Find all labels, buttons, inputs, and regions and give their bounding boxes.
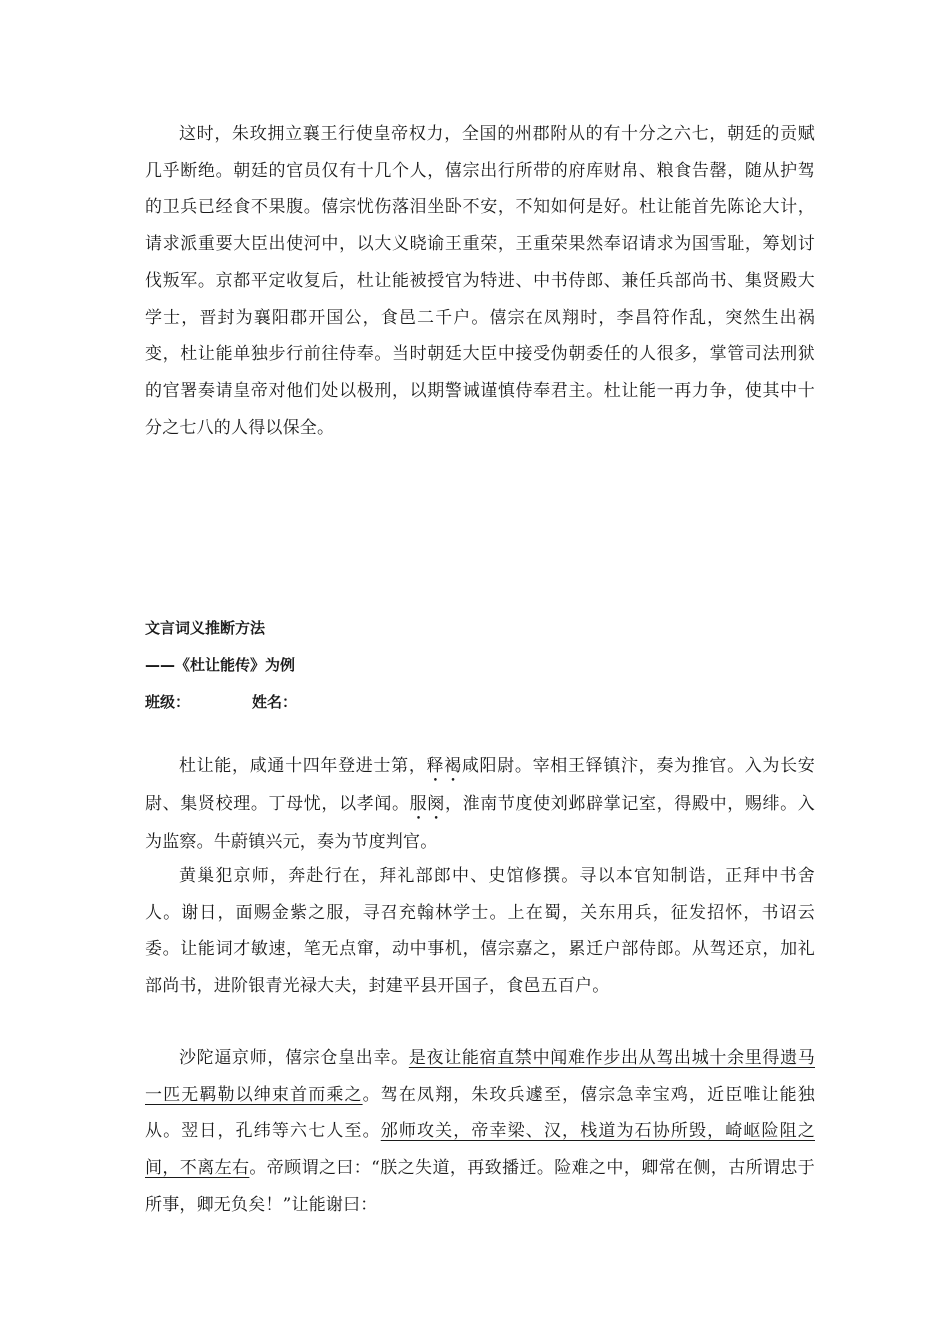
dotted-term: 服阕	[409, 794, 445, 814]
text-run: ，淮南节度使刘邺辟掌记室，得殿中，赐绯。入为监察。牛蔚镇兴元，奏为节度判官。	[145, 794, 816, 852]
underlined-sentence: 是夜让能宿直禁中闻难作步出从驾出城十余里得遗马一匹无羁勒以绅束首而乘之	[145, 1048, 815, 1105]
text-run: 。帝顾谓之曰：“朕之失道，再致播迁。险难之中，卿常在侧，古所谓忠于所事，卿无负矣！”让能谢曰：	[145, 1158, 815, 1215]
worksheet-subtitle: ——《杜让能传》为例	[145, 656, 296, 674]
passage-paragraph-2: 黄巢犯京师，奔赴行在，拜礼部郎中、史馆修撰。寻以本官知制诰，正拜中书舍人。谢日，面赐金紫之服，寻召充翰林学士。上在蜀，关东用兵，征发招怀，书诏云委。让能词才敏速，笔无点窜，动中事机，僖宗嘉之，累迁户部侍郎。从驾还京，加礼部尚书，进阶银青光禄大夫，封建平县开国子，食邑五百户。	[145, 866, 815, 997]
worksheet-title: 文言词义推断方法	[145, 619, 266, 637]
passage-paragraph-1	[145, 748, 815, 861]
passage-paragraph-3	[145, 1040, 815, 1224]
text-run: 沙陀逼京师，僖宗仓皇出幸。	[179, 1048, 409, 1068]
name-label: 姓名：	[252, 693, 298, 711]
dotted-term: 释褐	[426, 756, 462, 776]
text-run: 杜让能，咸通十四年登进士第，	[179, 756, 427, 776]
text-run: 。驾在凤翔，朱玫兵遽至，僖宗急幸宝鸡，近臣唯让能独从。翌日，孔纬等六七人至。	[145, 1084, 816, 1142]
text-run: 咸阳尉。宰相王铎镇汴，奏为推官。入为长安尉、集贤校理。丁母忧，以孝闻。	[145, 756, 815, 814]
class-label: 班级：	[145, 693, 191, 711]
translation-paragraph: 这时，朱玫拥立襄王行使皇帝权力，全国的州郡附从的有十分之六七，朝廷的贡赋几乎断绝。朝廷的官员仅有十几个人，僖宗出行所带的府库财帛、粮食告罄，随从护驾的卫兵已经食不果腹。僖宗忧伤落泪坐卧不安，不知如何是好。杜让能首先陈论大计，请求派重要大臣出使河中，以大义晓谕王重荣，王重荣果然奉诏请求为国雪耻，筹划讨伐叛军。京都平定收复后，杜让能被授官为特进、中书侍郎、兼任兵部尚书、集贤殿大学士，晋封为襄阳郡开国公，食邑二千户。僖宗在凤翔时，李昌符作乱，突然生出祸变，杜让能单独步行前往侍奉。当时朝廷大臣中接受伪朝委任的人很多，掌管司法刑狱的官署奏请皇帝对他们处以极刑，以期警诫谨慎侍奉君主。杜让能一再力争，使其中十分之七八的人得以保全。	[145, 124, 815, 438]
underlined-sentence: 邠师攻关，帝幸梁、汉，栈道为石协所毁，崎岖险阻之间，不离左右	[145, 1121, 815, 1179]
